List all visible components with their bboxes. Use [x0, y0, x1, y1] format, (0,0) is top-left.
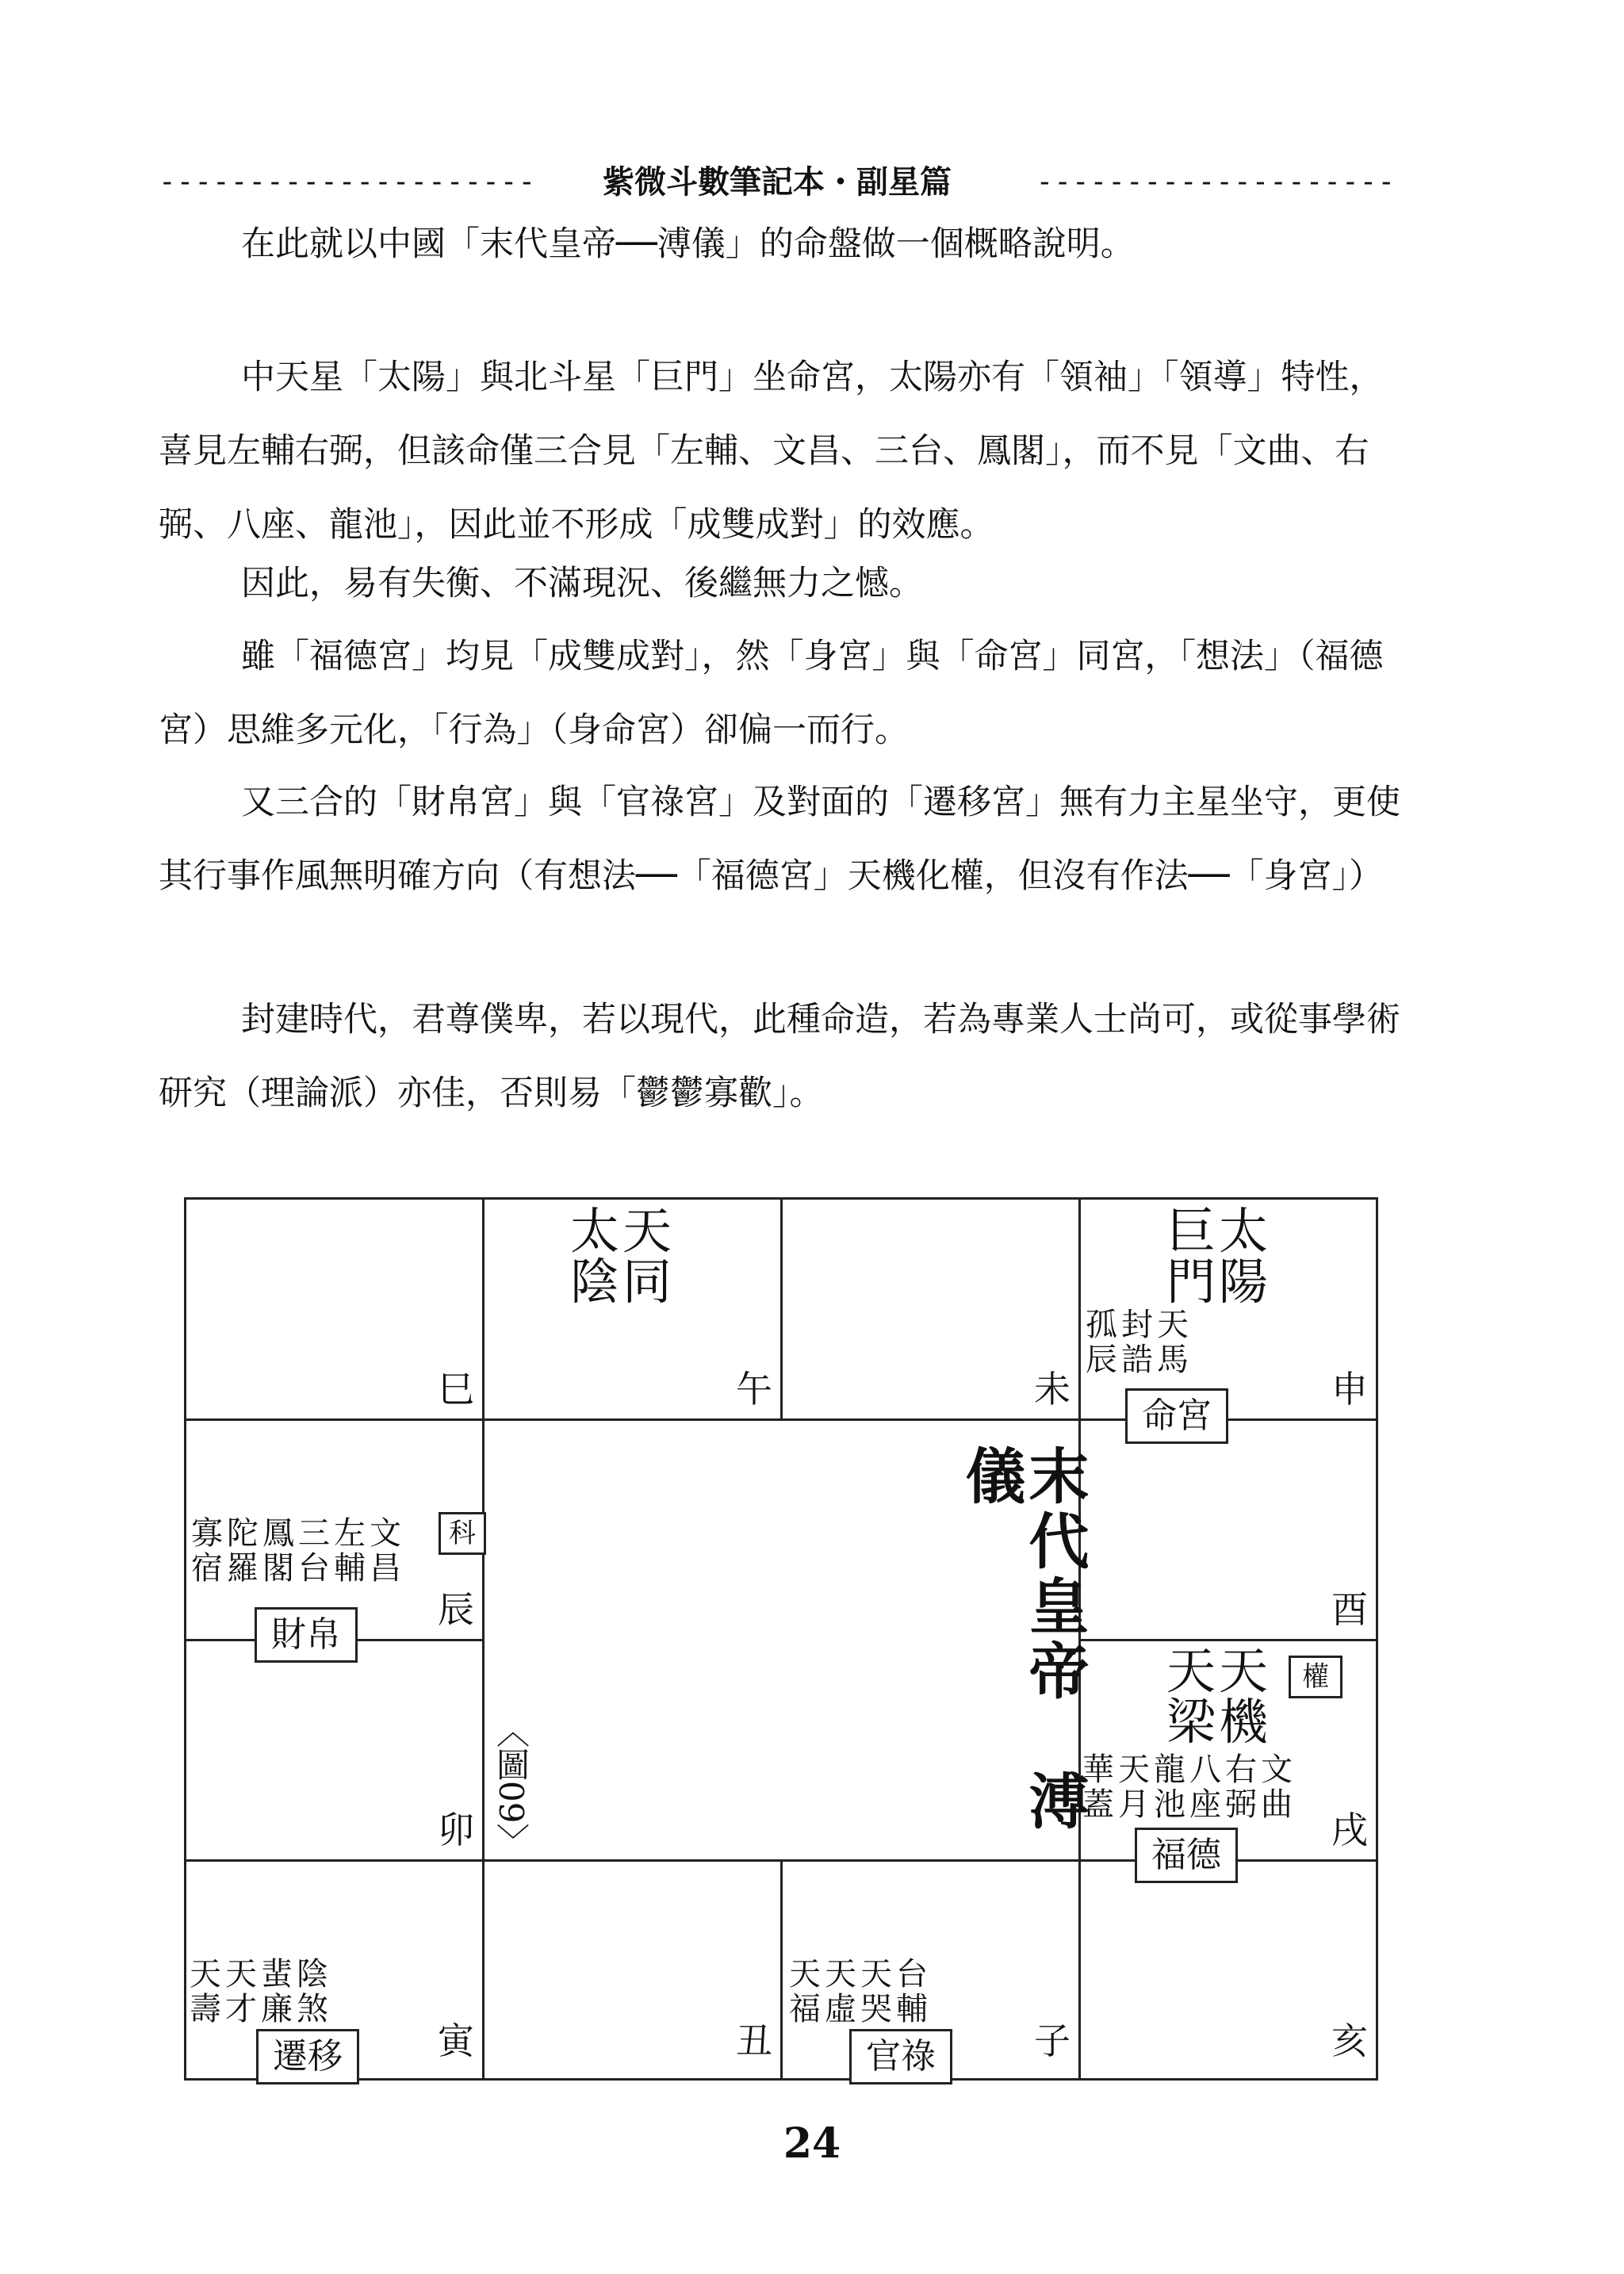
paragraph-2: 中天星「太陽」與北斗星「巨門」坐命宮，太陽亦有「領袖」「領導」特性，喜見左輔右弼，但該命僅三合見「左輔、文昌、三台、鳳閣」，而不見「文曲、右弼、八座、龍池」，因此並不形成「成雙成對」的效應。 [159, 358, 1384, 545]
header-title: 紫微斗數筆記本・副星篇 [603, 164, 952, 201]
paragraph-3: 因此，易有失衡、不滿現況、後繼無力之憾。 [241, 564, 923, 603]
cell-wei [783, 1200, 1078, 1418]
palace-guanlu: 官祿 [849, 2029, 952, 2084]
palace-ming: 命宮 [1125, 1388, 1228, 1444]
page-number: 24 [783, 2119, 841, 2168]
center-name: 末代皇帝 溥儀 [956, 1445, 1090, 1835]
branch-label: 卯 [438, 1809, 474, 1851]
branch-label: 申 [1331, 1368, 1368, 1411]
paragraph-5: 又三合的「財帛宮」與「官祿宮」及對面的「遷移宮」無有力主星坐守，更使其行事作風無明確方向（有想法──「福德宮」天機化權，但沒有作法──「身宮」） [159, 783, 1400, 896]
cell-you [1081, 1421, 1376, 1639]
cell-hai [1081, 1862, 1376, 2078]
ziwei-chart [184, 1197, 1378, 2081]
minor-stars: 孤封天 辰誥馬 [1086, 1307, 1193, 1378]
branch-label: 巳 [438, 1368, 474, 1411]
branch-label: 丑 [736, 2019, 772, 2062]
figure-label: 〈圖09〉 [492, 1714, 530, 1857]
cell-chou [485, 1862, 780, 2078]
branch-label: 辰 [438, 1588, 474, 1631]
cell-shen [1081, 1200, 1376, 1418]
major-stars: 天天 梁機 [1166, 1642, 1272, 1751]
palace-caibo: 財帛 [255, 1607, 358, 1663]
paragraph-6: 封建時代，君尊僕卑，若以現代，此種命造，若為專業人士尚可，或從事學術研究（理論派）亦佳，否則易「鬱鬱寡歡」。 [159, 1000, 1400, 1113]
branch-label: 寅 [438, 2019, 474, 2062]
minor-stars: 天天蜚陰 壽才廉煞 [190, 1956, 332, 2027]
minor-stars: 寡陀鳳三左文 宿羅閣台輔昌 [191, 1515, 405, 1587]
transform-badge-ke: 科 [439, 1512, 486, 1555]
branch-label: 午 [736, 1368, 772, 1411]
branch-label: 未 [1034, 1368, 1071, 1411]
header-rule-right: -------------------- [1036, 166, 1396, 198]
minor-stars: 天天天台 福虛哭輔 [789, 1956, 932, 2027]
paragraph-4: 雖「福德宮」均見「成雙成對」，然「身宮」與「命宮」同宮，「想法」（福德宮）思維多元化，「行為」（身命宮）卻偏一而行。 [159, 637, 1384, 750]
branch-label: 戌 [1331, 1809, 1368, 1851]
running-header [159, 163, 1396, 202]
cell-si [186, 1200, 482, 1418]
palace-qianyi: 遷移 [256, 2029, 359, 2084]
header-rule-left: --------------------- [159, 166, 537, 198]
cell-chen [186, 1421, 482, 1639]
cell-mao [186, 1641, 482, 1859]
palace-fude: 福德 [1135, 1828, 1238, 1883]
minor-stars: 華天龍八右文 蓋月池座弼曲 [1082, 1751, 1297, 1823]
paragraph-1: 在此就以中國「末代皇帝──溥儀」的命盤做一個概略說明。 [241, 224, 1135, 264]
major-stars: 太天 陰同 [570, 1202, 676, 1311]
branch-label: 子 [1034, 2019, 1071, 2062]
branch-label: 酉 [1331, 1588, 1368, 1631]
cell-xu [1081, 1641, 1376, 1859]
cell-wu [485, 1200, 780, 1418]
major-stars: 巨太 門陽 [1166, 1202, 1272, 1311]
branch-label: 亥 [1331, 2019, 1368, 2062]
chart-center [485, 1421, 1090, 1859]
transform-badge-quan: 權 [1289, 1656, 1342, 1698]
